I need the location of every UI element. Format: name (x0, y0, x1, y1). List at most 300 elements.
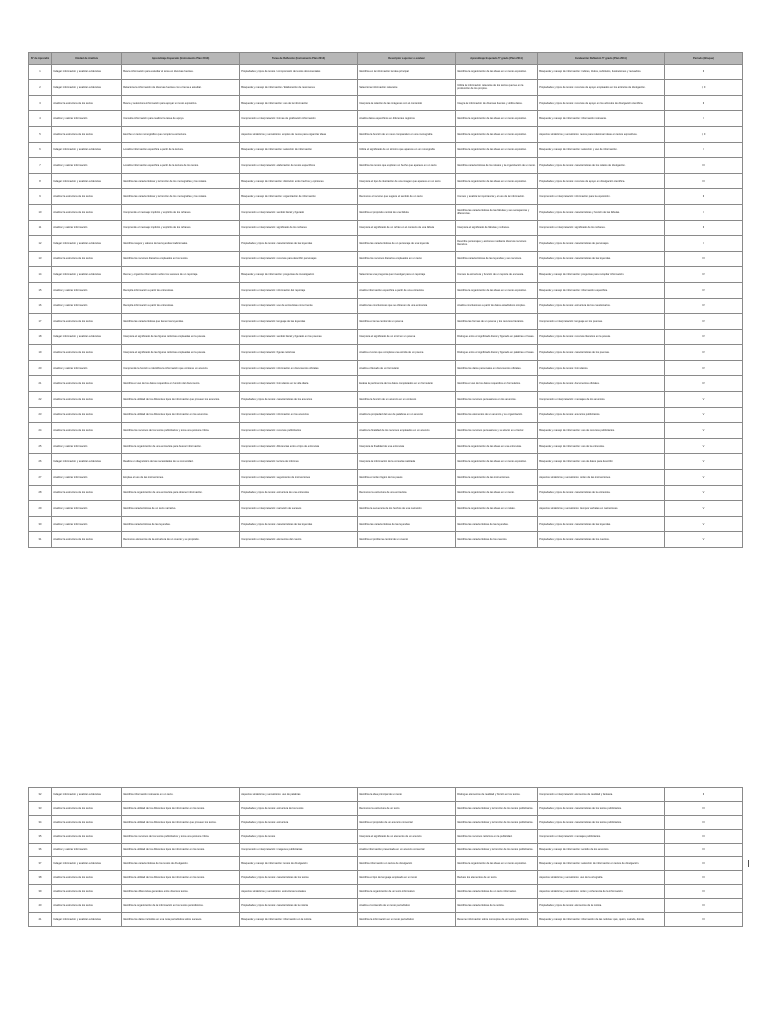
cell-descriptor: Identifica los recursos literarios empleados en un texto (358, 251, 456, 267)
cell-number: 29 (29, 501, 52, 517)
cell-evaluation-5: Búsqueda y manejo de información: sentido de los anuncios. (538, 843, 665, 857)
cell-period: III (665, 913, 743, 927)
cell-reflection-task: Comprensión e interpretación: lenguaje de las leyendas (240, 314, 358, 330)
cell-evaluation-5: Búsqueda y manejo de información: selección de información en textos de divulgación. (538, 857, 665, 871)
cell-expected-learning: Busca información para estudiar el tema en diversas fuentes. (122, 64, 240, 80)
cell-number: 6 (29, 142, 52, 158)
cell-expected-learning: Identifica las características y la función de los monografías y los relatos. (122, 173, 240, 189)
cell-unit: Analizar la estructura de los textos (52, 885, 122, 899)
cell-descriptor: Identifica los textos que explican un hecho que aparece en un texto (358, 158, 456, 174)
cell-period: I (665, 142, 743, 158)
table-row (29, 80, 743, 96)
cell-reflection-task: Búsqueda y manejo de información: información en la noticia (240, 913, 358, 927)
cell-descriptor: Identifica la función de un nexo comparativo en una monografía (358, 126, 456, 142)
cell-number: 10 (29, 204, 52, 220)
cell-evaluation-5: Propiedades y tipos de textos: estructura de los cuestionarios. (538, 298, 665, 314)
cell-expected-learning: Identifica los recursos literarios empleados en los textos. (122, 251, 240, 267)
table-row (29, 454, 743, 470)
table-row (29, 516, 743, 532)
cell-period: V (665, 392, 743, 408)
table-row (29, 251, 743, 267)
cell-reflection-task: Comprensión e interpretación: lectura de informes (240, 454, 358, 470)
header-descriptor: Descriptor a ejercer o evaluar (358, 53, 456, 65)
cell-descriptor: Interpreta la relación de las imágenes con el contenido (358, 95, 456, 111)
page-edge-mark (748, 860, 749, 867)
cell-evaluation-5: Propiedades y tipos de textos: características de los cuentos. (538, 532, 665, 548)
cell-unit: Analizar y valorar información (52, 111, 122, 127)
cell-descriptor: Selecciona información relevante (358, 80, 456, 96)
cell-period: IV (665, 360, 743, 376)
cell-expected-learning-5: Identifica los elementos de un anuncio y su organización. (456, 407, 538, 423)
cell-expected-learning: Identifica la organización de la información en los textos periodísticos. (122, 899, 240, 913)
curriculum-table-main (28, 52, 743, 548)
cell-unit: Analizar la estructura de los textos (52, 95, 122, 111)
cell-expected-learning-5: Describe personajes y acciones mediante diversos recursos literarios. (456, 236, 538, 252)
cell-descriptor: Identifica el orden lógico de los pasos (358, 470, 456, 486)
cell-expected-learning: Recopila información a partir de entrevistas. (122, 298, 240, 314)
cell-unit: Indagar información y analizar evidencias (52, 454, 122, 470)
cell-evaluation-5: Comprensión e interpretación: elementos de realidad y fantasía. (538, 788, 665, 802)
cell-unit: Indagar información y analizar evidencias (52, 236, 122, 252)
cell-expected-learning: Reúne y organiza información sobre los sucesos de un reportaje. (122, 267, 240, 283)
cell-expected-learning-5: Analiza conclusiones a partir de datos estadísticos simples. (456, 298, 538, 314)
cell-unit: Indagar información y analizar evidencias (52, 857, 122, 871)
cell-evaluation-5: Propiedades y tipos de textos: características de los relatos de divulgación. (538, 158, 665, 174)
table-row (29, 843, 743, 857)
cell-descriptor: Identifica el tipo de lenguaje empleado en un texto (358, 871, 456, 885)
cell-number: 34 (29, 815, 52, 829)
cell-number: 40 (29, 899, 52, 913)
cell-period: III (665, 251, 743, 267)
cell-reflection-task: Comprensión e interpretación: información en los anuncios (240, 407, 358, 423)
table-row (29, 407, 743, 423)
cell-evaluation-5: Búsqueda y manejo de información: uso de datos para describir. (538, 454, 665, 470)
cell-expected-learning-5: Integra la información de diversas fuentes y utiliza datos. (456, 95, 538, 111)
cell-reflection-task: Búsqueda y manejo de información: distinción entre hechos y opiniones (240, 173, 358, 189)
cell-evaluation-5: Aspectos sintácticos y semánticos: tiempos verbales en narraciones. (538, 501, 665, 517)
cell-expected-learning: Escribe un texto monográfico que cumple la estructura. (122, 126, 240, 142)
cell-number: 21 (29, 376, 52, 392)
cell-expected-learning-5: Identifica los datos personales en documentos oficiales. (456, 360, 538, 376)
cell-period: V (665, 501, 743, 517)
cell-expected-learning-5: Identifica la organización de las ideas en un texto expositivo. (456, 142, 538, 158)
cell-evaluation-5: Búsqueda y manejo de información: información específica. (538, 282, 665, 298)
cell-expected-learning: Localiza información específica a partir de la lectura. (122, 142, 240, 158)
cell-evaluation-5: Comprensión e interpretación: significado de los refranes. (538, 220, 665, 236)
cell-number: 30 (29, 516, 52, 532)
table-row (29, 314, 743, 330)
cell-period: II (665, 95, 743, 111)
cell-period: IV (665, 282, 743, 298)
cell-expected-learning: Identifica las características y la función de los monografías y los relatos. (122, 189, 240, 205)
cell-number: 9 (29, 189, 52, 205)
cell-expected-learning: Identifica rasgos y valores de las leyendas tradicionales. (122, 236, 240, 252)
cell-period: V (665, 485, 743, 501)
cell-evaluation-5: Propiedades y tipos de textos: características y función de las fábulas. (538, 204, 665, 220)
cell-expected-learning: Comprende la función e identifica la información que contiene un anuncio. (122, 360, 240, 376)
cell-period: V (665, 438, 743, 454)
cell-unit: Analizar la estructura de los textos (52, 376, 122, 392)
cell-reflection-task: Comprensión e interpretación: sentido literal y figurado en los poemas (240, 329, 358, 345)
cell-period: III (665, 899, 743, 913)
cell-expected-learning-5: Identifica las características y la función de los textos publicitarios. (456, 815, 538, 829)
cell-expected-learning-5: Identifica las características de los cuentos. (456, 532, 538, 548)
cell-evaluation-5: Propiedades y tipos de textos: recursos de apoyo empleados en los artículos de divulgación. (538, 80, 665, 96)
cell-evaluation-5: Aspectos sintácticos y semánticos: nexos para relacionar ideas en textos expositivos. (538, 126, 665, 142)
cell-evaluation-5: Comprensión e interpretación: información para la exposición. (538, 189, 665, 205)
cell-descriptor: Reconoce el recurso que sugiere el sentido de un texto (358, 189, 456, 205)
cell-descriptor: Identifica el propósito central de una fábula (358, 204, 456, 220)
cell-period: I (665, 111, 743, 127)
cell-expected-learning-5: Identifica la organización de las instrucciones. (456, 470, 538, 486)
cell-descriptor: Identifica la organización de un texto informativo (358, 885, 456, 899)
cell-descriptor: Analiza el contenido de un texto periodístico (358, 899, 456, 913)
table-row (29, 95, 743, 111)
table-row (29, 282, 743, 298)
cell-unit: Indagar información y analizar evidencias (52, 788, 122, 802)
cell-unit: Analizar la estructura de los textos (52, 532, 122, 548)
cell-expected-learning-5: Identifica la organización de las ideas en un texto expositivo. (456, 173, 538, 189)
table-row (29, 815, 743, 829)
cell-evaluation-5: Propiedades y tipos de textos: características de los poemas. (538, 345, 665, 361)
cell-evaluation-5: Búsqueda y manejo de información: selección y uso de información. (538, 142, 665, 158)
cell-expected-learning: Reconoce elementos de la estructura de un cuento y su propósito. (122, 532, 240, 548)
cell-reflection-task: Propiedades y tipos de textos: características de las leyendas (240, 236, 358, 252)
cell-expected-learning-5: Identifica las características de las leyendas. (456, 516, 538, 532)
cell-number: 11 (29, 220, 52, 236)
table-row (29, 204, 743, 220)
cell-expected-learning-5: Distingue elementos de realidad y ficción en los textos. (456, 788, 538, 802)
cell-descriptor: Interpreta el significado de un símil en un poema (358, 329, 456, 345)
cell-expected-learning-5: Identifica la organización de las ideas en un texto. (456, 485, 538, 501)
table-row (29, 423, 743, 439)
cell-expected-learning-5: Identifica las características y la función de los textos publicitarios. (456, 801, 538, 815)
curriculum-table-continuation (28, 787, 743, 927)
cell-descriptor: Interpreta la información de la consulta realizada (358, 454, 456, 470)
cell-period: IV (665, 329, 743, 345)
cell-evaluation-5: Aspectos sintácticos y semánticos: orden y coherencia de la información. (538, 885, 665, 899)
cell-unit: Analizar la estructura de los textos (52, 423, 122, 439)
cell-unit: Analizar y valorar información (52, 298, 122, 314)
table-row (29, 532, 743, 548)
cell-unit: Indagar información y analizar evidencias (52, 173, 122, 189)
cell-expected-learning: Recopila información a partir de entrevistas. (122, 282, 240, 298)
cell-period: II (665, 189, 743, 205)
table-row (29, 788, 743, 802)
cell-descriptor: Identifica el propósito de un anuncio comercial (358, 815, 456, 829)
cell-expected-learning-5: Reduce los elementos de un texto. (456, 871, 538, 885)
cell-evaluation-5: Propiedades y tipos de textos: características de la entrevista. (538, 485, 665, 501)
cell-unit: Analizar la estructura de los textos (52, 251, 122, 267)
cell-reflection-task: Comprensión e interpretación: figuras retóricas (240, 345, 358, 361)
cell-number: 4 (29, 111, 52, 127)
cell-descriptor: Selecciona una pregunta que investigar para un reportaje (358, 267, 456, 283)
cell-evaluation-5: Propiedades y tipos de textos: características de los textos publicitarios. (538, 815, 665, 829)
header-period: Periodo (Bloque) (665, 53, 743, 65)
cell-period: II (665, 788, 743, 802)
cell-period: III (665, 829, 743, 843)
table-row (29, 899, 743, 913)
cell-number: 26 (29, 454, 52, 470)
cell-number: 16 (29, 298, 52, 314)
cell-expected-learning: Interpreta el significado de las figuras retóricas empleadas en la poesía. (122, 329, 240, 345)
cell-evaluation-5: Propiedades y tipos de textos: recursos de apoyo en los artículos de divulgación científica. (538, 95, 665, 111)
cell-reflection-task: Comprensión e interpretación: narración de sucesos (240, 501, 358, 517)
cell-number: 14 (29, 267, 52, 283)
cell-unit: Analizar y valorar información (52, 843, 122, 857)
cell-reflection-task: Búsqueda y manejo de información / Elaboración de resúmenes (240, 80, 358, 96)
cell-evaluation-5: Aspectos sintácticos y semánticos: orden de las instrucciones. (538, 470, 665, 486)
cell-expected-learning-5: Identifica la organización de las ideas en un texto expositivo. (456, 282, 538, 298)
cell-period: IV (665, 376, 743, 392)
cell-reflection-task: Propiedades y tipos de textos: características de la noticia (240, 899, 358, 913)
cell-number: 28 (29, 485, 52, 501)
cell-reflection-task: Propiedades y tipos de textos: estructura (240, 815, 358, 829)
cell-number: 5 (29, 126, 52, 142)
cell-expected-learning-5: Identifica las características de un texto informativo. (456, 885, 538, 899)
cell-expected-learning-5: Identifica la organización de las ideas en un texto expositivo. (456, 111, 538, 127)
cell-reflection-task: Comprensión e interpretación: uso de entrevistas como fuente (240, 298, 358, 314)
cell-expected-learning: Comprende el mensaje implícito y explícito de los refranes. (122, 204, 240, 220)
cell-expected-learning-5: Conoce y analiza la importancia y el uso de la información. (456, 189, 538, 205)
cell-reflection-task: Comprensión e interpretación: formularios en la vida diaria (240, 376, 358, 392)
cell-number: 13 (29, 251, 52, 267)
cell-expected-learning-5: Identifica las características de la noticia. (456, 899, 538, 913)
cell-expected-learning-5: Resume información sobre conceptos de un texto periodístico. (456, 913, 538, 927)
cell-reflection-task: Comprensión e interpretación: imágenes publicitarias (240, 843, 358, 857)
cell-reflection-task: Comprensión e interpretación: recursos publicitarios (240, 423, 358, 439)
cell-evaluation-5: Propiedades y tipos de textos: características de los textos publicitarios. (538, 801, 665, 815)
cell-number: 27 (29, 470, 52, 486)
cell-period: IV (665, 314, 743, 330)
cell-unit: Indagar información y analizar evidencias (52, 913, 122, 927)
cell-evaluation-5: Propiedades y tipos de textos: recursos de apoyo en divulgación científica. (538, 173, 665, 189)
cell-number: 18 (29, 329, 52, 345)
table-row (29, 236, 743, 252)
cell-unit: Analizar la estructura de los textos (52, 899, 122, 913)
header-unit: Unidad de Análisis (52, 53, 122, 65)
cell-reflection-task: Propiedades y tipos de textos (240, 829, 358, 843)
cell-number: 15 (29, 282, 52, 298)
header-reflection-task: Tarea de Reflexión (Instrumento Plan 2013) (240, 53, 358, 65)
cell-reflection-task: Propiedades y tipos de textos: características de las leyendas (240, 516, 358, 532)
cell-evaluation-5: Propiedades y tipos de textos: características de personajes. (538, 236, 665, 252)
cell-evaluation-5: Propiedades y tipos de textos: anuncios publicitarios. (538, 407, 665, 423)
cell-descriptor: Identifica las características de las leyendas (358, 516, 456, 532)
cell-descriptor: Identifica la función de un anuncio en un contexto (358, 392, 456, 408)
table-row (29, 267, 743, 283)
cell-unit: Analizar la estructura de los textos (52, 871, 122, 885)
cell-expected-learning-5: Identifica la organización de las ideas en un texto expositivo. (456, 64, 538, 80)
table-row (29, 126, 743, 142)
cell-number: 3 (29, 95, 52, 111)
cell-unit: Indagar información y analizar evidencias (52, 80, 122, 96)
cell-reflection-task: Comprensión e interpretación: seguimiento de instrucciones (240, 470, 358, 486)
cell-number: 22 (29, 392, 52, 408)
cell-descriptor: Analiza el verso que completa una estrofa de un poema (358, 345, 456, 361)
cell-evaluation-5: Comprensión e interpretación: lenguaje en los poemas. (538, 314, 665, 330)
cell-evaluation-5: Comprensión e interpretación: mensajes publicitarios. (538, 829, 665, 843)
cell-period: V (665, 423, 743, 439)
cell-descriptor: Analiza el llenado de un formulario (358, 360, 456, 376)
table-row (29, 298, 743, 314)
cell-reflection-task: Búsqueda y manejo de información: selección de información (240, 142, 358, 158)
cell-evaluation-5: Búsqueda y manejo de información: índices, títulos, subtítulos, ilustraciones y recuadros. (538, 64, 665, 80)
cell-expected-learning-5: Distingue entre el significado literal y figurado en palabras o frases. (456, 329, 538, 345)
header-number: Nº de Aprendiz (29, 53, 52, 65)
cell-descriptor: Analiza información específica a partir de una entrevista (358, 282, 456, 298)
cell-unit: Analizar la estructura de los textos (52, 126, 122, 142)
cell-expected-learning: Identifica la utilidad de los diferentes tipos de información en los textos. (122, 801, 240, 815)
cell-descriptor: Analiza las conclusiones que se obtienen de una entrevista (358, 298, 456, 314)
cell-expected-learning-5: Identifica el uso de los datos requeridos en formularios. (456, 376, 538, 392)
cell-expected-learning: Busca y selecciona información para apoyar un texto expositivo. (122, 95, 240, 111)
cell-descriptor: Identifica la secuencia de los hechos de una narración (358, 501, 456, 517)
cell-reflection-task: Búsqueda y manejo de información: preguntas de investigación (240, 267, 358, 283)
cell-descriptor: Analiza la finalidad de los recursos empleados en un anuncio (358, 423, 456, 439)
cell-descriptor: Evalúa la pertinencia de los datos completados en un formulario (358, 376, 456, 392)
cell-unit: Analizar y valorar información (52, 158, 122, 174)
cell-expected-learning: Identifica la organización de una entrevista para obtener información. (122, 485, 240, 501)
cell-evaluation-5: Propiedades y tipos de textos: documentos oficiales. (538, 376, 665, 392)
cell-period: III (665, 815, 743, 829)
cell-period: III (665, 173, 743, 189)
cell-period: III (665, 158, 743, 174)
cell-expected-learning: Identifica la utilidad de los diferentes tipos de información que proveen los textos. (122, 815, 240, 829)
table-row (29, 142, 743, 158)
header-expected-learning: Aprendizaje Esperado (Instrumento Plan 2013) (122, 53, 240, 65)
cell-reflection-task: Comprensión e interpretación: diferencias entre el tipo de entrevista (240, 438, 358, 454)
cell-period: III (665, 885, 743, 899)
cell-descriptor: Interpreta el significado de un refrán en el contexto de una fábula (358, 220, 456, 236)
cell-expected-learning: Identifica la utilidad de los diferentes tipos de información que proveen los anuncios. (122, 392, 240, 408)
cell-unit: Analizar la estructura de los textos (52, 345, 122, 361)
header-expected-learning-5: Aprendizaje Esperado 5º grado (Plan 2011) (456, 53, 538, 65)
cell-expected-learning: Identifica características de las leyendas. (122, 516, 240, 532)
cell-evaluation-5: Búsqueda y manejo de información: información relevante. (538, 111, 665, 127)
cell-period: V (665, 470, 743, 486)
cell-descriptor: Utiliza el significado de un término que aparece en un monografía (358, 142, 456, 158)
cell-expected-learning-5: Identifica los recursos persuasivos en los anuncios. (456, 392, 538, 408)
table-row (29, 857, 743, 871)
cell-expected-learning: Identifica la utilidad de los diferentes tipos de información en los textos. (122, 843, 240, 857)
cell-expected-learning: Identifica la organización de una entrevista para buscar información. (122, 438, 240, 454)
cell-period: V (665, 532, 743, 548)
cell-reflection-task: Búsqueda y manejo de información: textos de divulgación (240, 857, 358, 871)
cell-number: 38 (29, 871, 52, 885)
cell-unit: Analizar y valorar información (52, 516, 122, 532)
cell-descriptor: Identifica información en textos de divulgación (358, 857, 456, 871)
table-row (29, 376, 743, 392)
cell-evaluation-5: Propiedades y tipos de textos: características de las leyendas. (538, 516, 665, 532)
cell-descriptor: Analiza información presentada en un anuncio comercial (358, 843, 456, 857)
cell-unit: Analizar la estructura de los textos (52, 829, 122, 843)
cell-unit: Analizar y valorar información (52, 360, 122, 376)
cell-number: 23 (29, 407, 52, 423)
cell-reflection-task: Propiedades y tipos de textos: características de los textos (240, 871, 358, 885)
table-row (29, 64, 743, 80)
cell-period: V (665, 407, 743, 423)
cell-unit: Indagar información y analizar evidencias (52, 142, 122, 158)
cell-evaluation-5: Propiedades y tipos de textos: elementos de la noticia. (538, 899, 665, 913)
cell-number: 19 (29, 345, 52, 361)
cell-expected-learning: Interpreta el significado de las figuras retóricas empleadas en la poesía. (122, 345, 240, 361)
cell-number: 8 (29, 173, 52, 189)
cell-unit: Analizar la estructura de los textos (52, 485, 122, 501)
cell-evaluation-5: Búsqueda y manejo de información: información de las noticias: qué, quién, cuándo, dónde. (538, 913, 665, 927)
cell-descriptor: Interpreta la finalidad de una entrevista (358, 438, 456, 454)
cell-expected-learning-5: Identifica la organización de las ideas en un texto expositivo. (456, 857, 538, 871)
cell-reflection-task: Búsqueda y manejo de información: organización de información (240, 189, 358, 205)
cell-reflection-task: Aspectos sintácticos y semánticos: uso de palabras (240, 788, 358, 802)
cell-expected-learning: Identifica las diferencias generales entre diversos textos. (122, 885, 240, 899)
cell-expected-learning-5: Identifica la organización de las ideas en un texto expositivo. (456, 126, 538, 142)
cell-reflection-task: Comprensión e interpretación: información en documentos oficiales (240, 360, 358, 376)
cell-expected-learning-5: Identifica la organización de las ideas en un texto expositivo. (456, 454, 538, 470)
cell-expected-learning-5: Identifica las formas de un poema y los recursos literarios. (456, 314, 538, 330)
cell-unit: Analizar la estructura de los textos (52, 189, 122, 205)
table-row (29, 189, 743, 205)
cell-descriptor: Identifica el problema central de un cuento (358, 532, 456, 548)
cell-descriptor: Reconoce la estructura de un texto (358, 801, 456, 815)
cell-expected-learning: Identifica características de un texto narrativo. (122, 501, 240, 517)
cell-expected-learning: Comprende el mensaje implícito y explícito de los refranes. (122, 220, 240, 236)
cell-number: 17 (29, 314, 52, 330)
cell-expected-learning: Identifica los recursos de los textos publicitarios y toma una postura crítica. (122, 829, 240, 843)
cell-evaluation-5: Comprensión e interpretación: mensajes de los anuncios. (538, 392, 665, 408)
cell-descriptor: Identifica las características de un personaje de una leyenda (358, 236, 456, 252)
cell-expected-learning: Localiza información específica a partir de la lectura de los textos. (122, 158, 240, 174)
cell-number: 1 (29, 64, 52, 80)
cell-expected-learning-5: Identifica características de los relatos y la organización de un texto. (456, 158, 538, 174)
cell-number: 7 (29, 158, 52, 174)
table-row (29, 501, 743, 517)
cell-period: III (665, 871, 743, 885)
cell-expected-learning-5: Interpreta el significado de fábulas y refranes. (456, 220, 538, 236)
cell-period: I (665, 204, 743, 220)
cell-evaluation-5: Propiedades y tipos de textos: formularios. (538, 360, 665, 376)
cell-number: 32 (29, 788, 52, 802)
table-row (29, 829, 743, 843)
cell-evaluation-5: Búsqueda y manejo de información: uso de recursos publicitarios. (538, 423, 665, 439)
cell-reflection-task: Comprensión e interpretación: elaboración de textos específicos (240, 158, 358, 174)
cell-expected-learning: Realiza un diagnóstico de las necesidades de su comunidad. (122, 454, 240, 470)
cell-reflection-task: Aspectos sintácticos y semánticos: empleo de nexos para organizar ideas (240, 126, 358, 142)
cell-descriptor: Analiza la propiedad del uso de palabras en un anuncio (358, 407, 456, 423)
table-row (29, 345, 743, 361)
cell-evaluation-5: Búsqueda y manejo de información: preguntas para recopilar información. (538, 267, 665, 283)
cell-evaluation-5: Aspectos sintácticos y semánticos: uso de la ortografía. (538, 871, 665, 885)
table-row (29, 329, 743, 345)
cell-evaluation-5: Búsqueda y manejo de información: uso de la entrevista. (538, 438, 665, 454)
cell-unit: Analizar la estructura de los textos (52, 314, 122, 330)
cell-unit: Analizar la estructura de los textos (52, 801, 122, 815)
cell-unit: Analizar y valorar información (52, 220, 122, 236)
cell-number: 37 (29, 857, 52, 871)
cell-expected-learning: Identifica la utilidad de los diferentes tipos de información en los anuncios. (122, 407, 240, 423)
cell-period: IV (665, 267, 743, 283)
cell-unit: Analizar y valorar información (52, 282, 122, 298)
cell-descriptor: Identifica el tema central de un poema (358, 314, 456, 330)
cell-period: I, II (665, 126, 743, 142)
header-evaluation-5: Evaluación Reflexión 5º grado (Plan 2011) (538, 53, 665, 65)
cell-period: IV (665, 298, 743, 314)
cell-reflection-task: Comprensión e interpretación: recursos para describir personajes (240, 251, 358, 267)
table-row (29, 158, 743, 174)
table-row (29, 485, 743, 501)
cell-number: 25 (29, 438, 52, 454)
cell-number: 24 (29, 423, 52, 439)
